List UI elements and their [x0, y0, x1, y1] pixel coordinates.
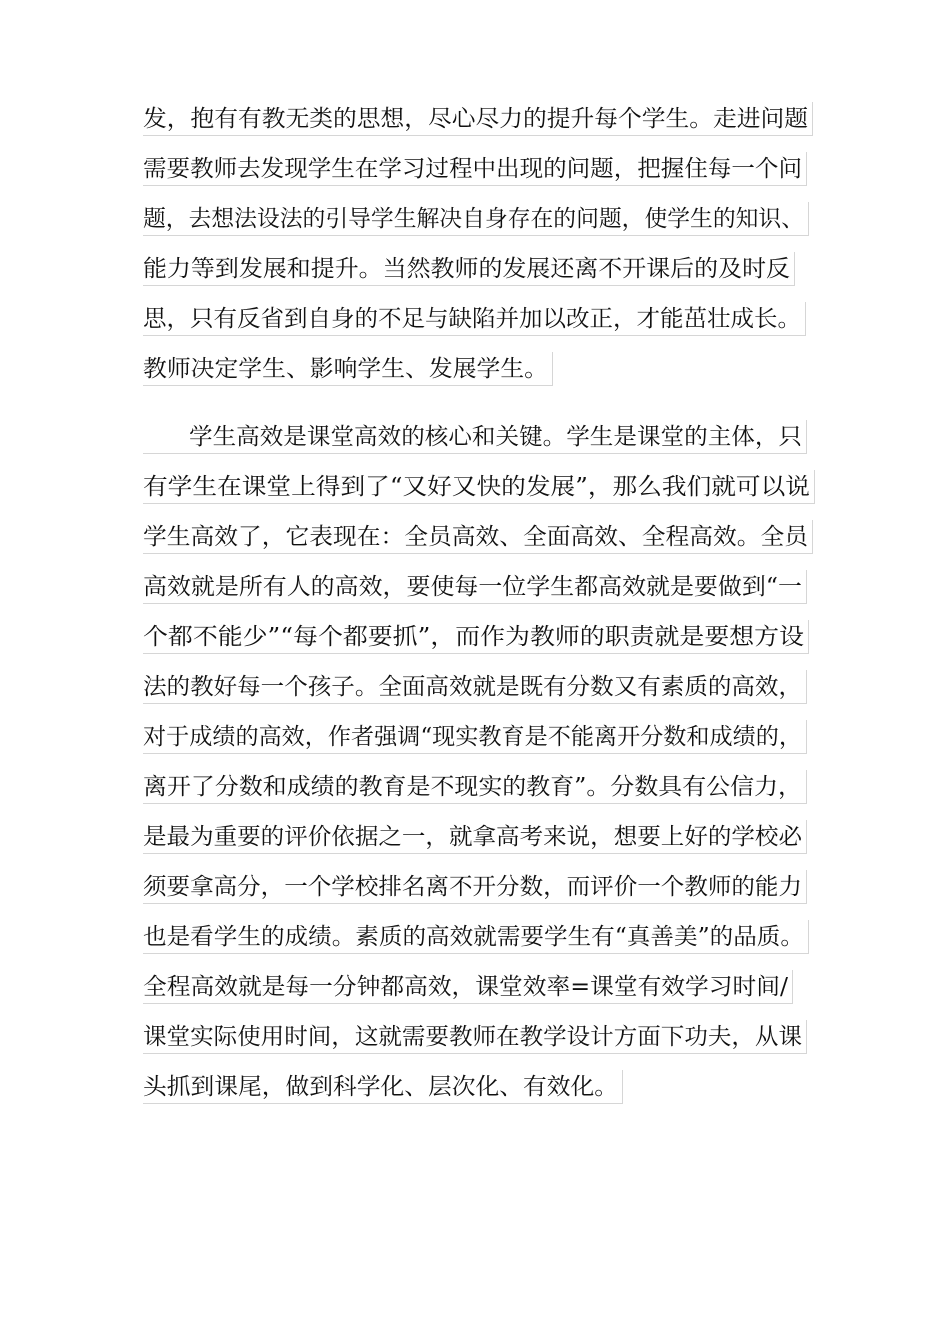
text-line: 头抓到课尾，做到科学化、层次化、有效化。: [143, 1070, 623, 1104]
text-line: 教师决定学生、影响学生、发展学生。: [143, 352, 553, 386]
text-line: 是最为重要的评价依据之一，就拿高考来说，想要上好的学校必: [143, 820, 807, 854]
text-line: 法的教好每一个孩子。全面高效就是既有分数又有素质的高效，: [143, 670, 807, 704]
text-line: 也是看学生的成绩。素质的高效就需要学生有“真善美”的品质。: [143, 920, 809, 954]
text-line: 离开了分数和成绩的教育是不现实的教育”。分数具有公信力，: [143, 770, 807, 804]
text-line: 发，抱有有教无类的思想，尽心尽力的提升每个学生。走进问题: [143, 102, 813, 136]
text-line: 个都不能少”“每个都要抓”，而作为教师的职责就是要想方设: [143, 620, 809, 654]
text-line: 学生高效是课堂高效的核心和关键。学生是课堂的主体，只: [143, 420, 807, 454]
text-line: 需要教师去发现学生在学习过程中出现的问题，把握住每一个问: [143, 152, 807, 186]
text-line: 课堂实际使用时间，这就需要教师在教学设计方面下功夫，从课: [143, 1020, 807, 1054]
text-line: 须要拿高分，一个学校排名离不开分数，而评价一个教师的能力: [143, 870, 807, 904]
text-line: 高效就是所有人的高效，要使每一位学生都高效就是要做到“一: [143, 570, 807, 604]
text-line: 对于成绩的高效，作者强调“现实教育是不能离开分数和成绩的，: [143, 720, 807, 754]
text-line: 能力等到发展和提升。当然教师的发展还离不开课后的及时反: [143, 252, 795, 286]
text-line: 题，去想法设法的引导学生解决自身存在的问题，使学生的知识、: [143, 202, 809, 236]
text-line: 思，只有反省到自身的不足与缺陷并加以改正，才能茁壮成长。: [143, 302, 806, 336]
text-line: 全程高效就是每一分钟都高效，课堂效率=课堂有效学习时间/: [143, 970, 793, 1004]
text-line: 学生高效了，它表现在：全员高效、全面高效、全程高效。全员: [143, 520, 813, 554]
text-line: 有学生在课堂上得到了“又好又快的发展”，那么我们就可以说: [143, 470, 815, 504]
